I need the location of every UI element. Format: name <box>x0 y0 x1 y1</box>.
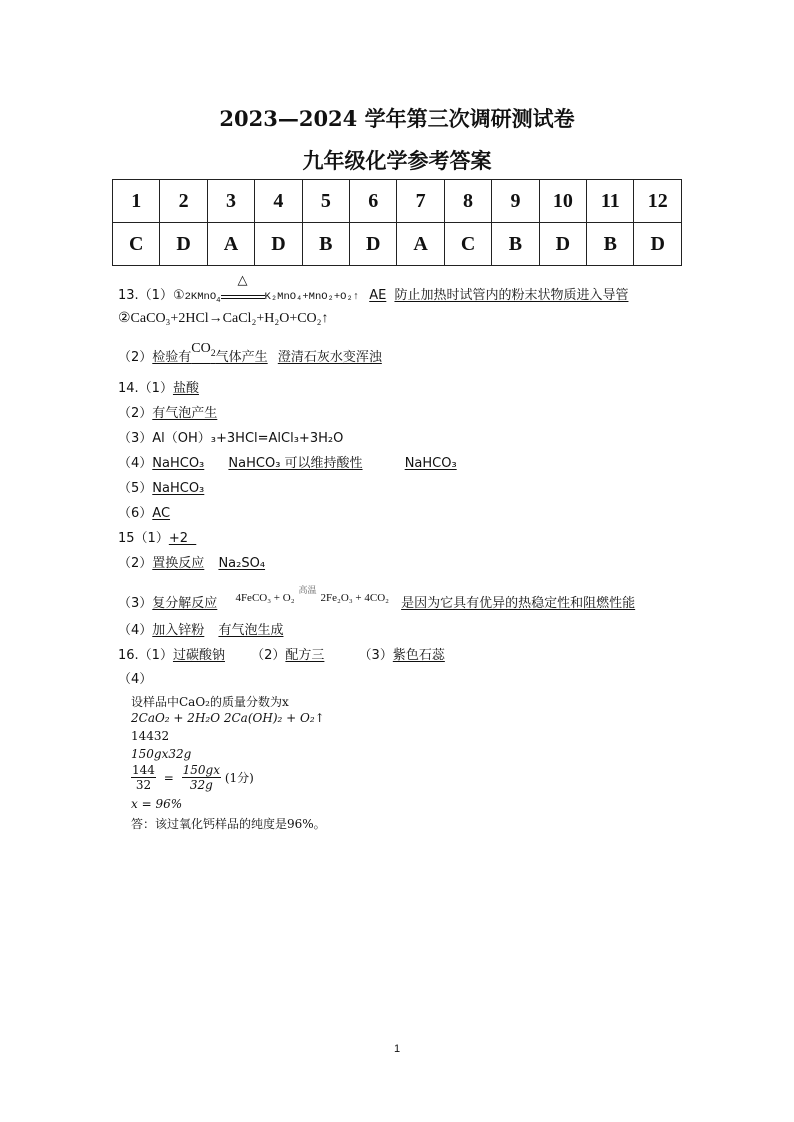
q14-p1-answer: 盐酸 <box>172 381 199 396</box>
q16-part1: 16.（1）过碳酸钠 （2）配方三 （3）紫色石蕊 <box>118 648 445 663</box>
q15-part4: （4）加入锌粉 有气泡生成 <box>118 623 284 638</box>
q15-p3-b: 是因为它具有优异的热稳定性和阻燃性能 <box>401 596 636 611</box>
q13-label: 13.（1）① <box>118 288 185 303</box>
q15-p2-b: Na₂SO₄ <box>218 556 266 571</box>
answer-cell: B <box>587 223 634 266</box>
number-cell: 4 <box>255 180 302 223</box>
fraction-right: $\frac{150gx}{32g}$ <box>182 763 220 792</box>
answer-row <box>113 223 682 266</box>
q14-p4-a: NaHCO₃ <box>152 456 205 471</box>
q16-p1-answer: 过碳酸钠 <box>172 648 225 663</box>
calc-line-3: 14432 <box>131 729 170 743</box>
answer-cell: D <box>634 223 682 266</box>
score-note: (1分) <box>224 771 254 785</box>
q16-p2-answer: 配方三 <box>285 648 325 663</box>
q13-p2-answer: 澄清石灰水变浑浊 <box>277 350 382 365</box>
answer-cell: D <box>255 223 302 266</box>
number-row <box>113 180 682 223</box>
q15-part1: 15（1）+2 <box>118 531 188 546</box>
q15-p4-a: 加入锌粉 <box>152 623 205 638</box>
q14-part4: （4）NaHCO₃ NaHCO₃ 可以维持酸性 NaHCO₃ <box>118 456 457 471</box>
number-cell: 1 <box>113 180 160 223</box>
q13-part1 <box>118 273 629 306</box>
number-cell: 11 <box>587 180 634 223</box>
q13-eq1-right: K₂MnO₄+MnO₂+O₂↑ <box>264 291 360 303</box>
answer-cell: A <box>397 223 444 266</box>
calc-conclusion: 答：该过氧化钙样品的纯度是96%。 <box>131 817 326 831</box>
reaction-condition-arrow: △ <box>221 287 265 299</box>
q14-p6-answer: AC <box>152 506 171 521</box>
q14-p5-answer: NaHCO₃ <box>152 481 205 496</box>
q14-part1: 14.（1）盐酸 <box>118 381 199 396</box>
q15-part3: （3）复分解反应 $^{4FeCO_3 + O_2 高温 2Fe_2O_3 + 4CO_2}$ 是因为它具有优异的热稳定性和阻燃性能 <box>118 585 636 611</box>
q13-answer-reason: 防止加热时试管内的粉末状物质进入导管 <box>394 288 629 303</box>
q14-part2: （2）有气泡产生 <box>118 406 218 421</box>
q13-answer-ae: AE <box>369 288 387 303</box>
q15-p1-answer: +2 <box>168 531 188 546</box>
calc-line-1: 设样品中CaO₂的质量分数为x <box>131 695 289 709</box>
page-number: 1 <box>393 1043 401 1055</box>
calc-line-2: 2CaO₂ + 2H₂O 2Ca(OH)₂ + O₂↑ <box>131 711 325 725</box>
q13-p2-label: （2） <box>118 350 153 365</box>
calc-proportion: $\frac{144}{32}$ = $\frac{150gx}{32g}$ (1分) <box>132 763 254 792</box>
q15-p3-a: 复分解反应 <box>152 596 218 611</box>
q14-part5: （5）NaHCO₃ <box>118 481 205 496</box>
number-cell: 2 <box>160 180 207 223</box>
q13-part2 <box>118 341 382 368</box>
q16-part4-label: （4） <box>118 672 153 687</box>
answer-cell: B <box>302 223 349 266</box>
q14-part3: （3）Al（OH）₃+3HCl=AlCl₃+3H₂O <box>118 431 344 446</box>
q16-p3-answer: 紫色石蕊 <box>392 648 445 663</box>
q14-p2-answer: 有气泡产生 <box>152 406 218 421</box>
number-cell: 6 <box>350 180 397 223</box>
number-cell: 3 <box>207 180 254 223</box>
q15-p4-b: 有气泡生成 <box>218 623 284 638</box>
q13-eq2: ②CaCO₃+2HCl→CaCl₂+H₂O+CO₂↑ <box>118 311 329 326</box>
q14-p4-c: NaHCO₃ <box>404 456 457 471</box>
answer-cell: C <box>444 223 491 266</box>
q14-p3-answer: Al（OH）₃+3HCl=AlCl₃+3H₂O <box>152 431 344 446</box>
q13-eq1-left: 2KMnO$_4$ <box>184 291 221 306</box>
calc-line-6: x = 96% <box>131 797 183 811</box>
number-cell: 7 <box>397 180 444 223</box>
q14-part6: （6）AC <box>118 506 171 521</box>
answer-cell: D <box>539 223 586 266</box>
number-cell: 10 <box>539 180 586 223</box>
answer-cell: D <box>160 223 207 266</box>
number-cell: 12 <box>634 180 682 223</box>
page-title: 2023—2024 学年第三次调研测试卷 <box>219 106 575 131</box>
q13-p2-question: 检验有$CO_2$气体产生 <box>152 341 268 365</box>
q14-p4-b: NaHCO₃ 可以维持酸性 <box>228 456 363 471</box>
number-cell: 8 <box>444 180 491 223</box>
fraction-left: $\frac{144}{32}$ <box>132 763 155 792</box>
q15-p2-a: 置换反应 <box>152 556 205 571</box>
answer-cell: C <box>113 223 160 266</box>
page-subtitle: 九年级化学参考答案 <box>302 148 492 173</box>
answer-cell: B <box>492 223 539 266</box>
q15-p3-equation: 4FeCO₃ + O₂ 高温 2Fe₂O₃ + 4CO₂ <box>235 585 389 604</box>
answer-cell: A <box>207 223 254 266</box>
number-cell: 9 <box>492 180 539 223</box>
answer-table <box>112 179 682 266</box>
q15-part2: （2）置换反应 Na₂SO₄ <box>118 556 266 571</box>
number-cell: 5 <box>302 180 349 223</box>
answer-cell: D <box>350 223 397 266</box>
calc-line-4: 150gx32g <box>131 747 192 761</box>
